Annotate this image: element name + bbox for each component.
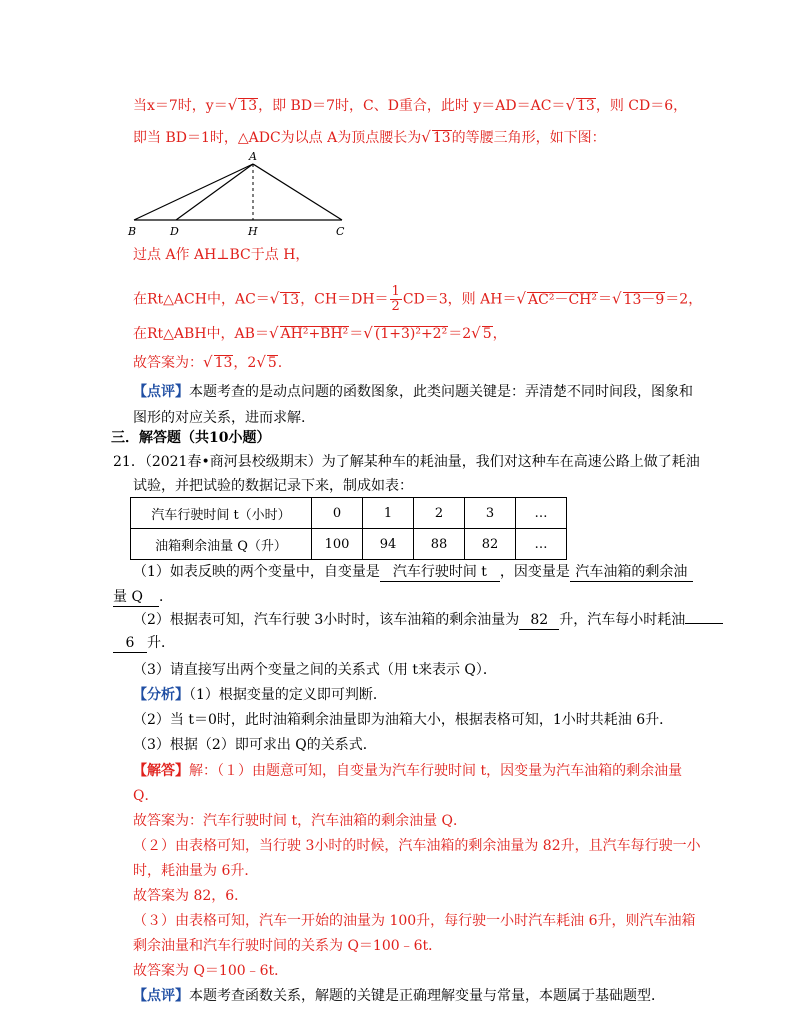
sqrt-13-9: 13－9 [623,291,665,308]
solution-line6: 故答案为 82，6． [133,888,249,904]
text: ，则 CD＝6， [595,98,688,114]
sqrt-5: 5 [482,326,492,342]
comment-line-2: 【点评】本题考查函数关系，解题的关键是正确理解变量与常量，本题属于基础题型． [133,988,665,1004]
table-cell: … [516,529,567,560]
comment-line [133,382,693,402]
table-cell: 88 [414,529,465,560]
answer-blank-consumption: 6 [113,634,147,653]
answer-blank-independent: 汽车行驶时间 t [380,563,500,582]
sqrt-expression: (1+3)²+2² [374,326,448,342]
part-3: （3）请直接写出两个变量之间的关系式（用 t来表示 Q）． [133,662,497,678]
sqrt-5: 5 [267,355,277,371]
table-cell: 0 [312,498,363,529]
answer-line: 故答案为：√ 13，2√ 5. [133,353,283,371]
text: ＝2， [665,291,703,308]
table-cell: 1 [363,498,414,529]
solution-line-rt-abh: 在Rt△ABH中，AB＝√ AH²+BH²＝√ (1+3)²+2²＝2√ 5， [133,324,507,342]
segment-ab [134,164,253,220]
solution-tag: 【解答】 [133,763,189,779]
label-b: B [128,225,137,238]
text: . [277,355,283,371]
sqrt-ac2-ch2: AC²－CH² [528,291,597,308]
table-cell: 100 [312,529,363,560]
table-cell: 94 [363,529,414,560]
text: 在Rt△ACH中，AC＝ [133,291,270,308]
comment-tag: 【点评】 [133,384,189,400]
segment-ad [176,164,253,220]
part-2: （2）根据表可知，汽车行驶 3小时时，该车油箱的剩余油量为 82 升，汽车每小时耗油 [133,610,723,630]
solution-line7: （３）由表格可知，汽车一开始的油量为 100升，每行驶一小时汽车耗油 6升，则汽车油箱 [133,913,696,929]
sqrt-13: 13 [577,98,595,114]
data-table [130,497,567,560]
sqrt-13: 13 [432,130,451,146]
solution-line5: 时，耗油量为 6升． [133,863,259,879]
label-h: H [248,225,258,238]
question-21-line1: 21．（2021春•商河县校级期末）为了解某种车的耗油量，我们对这种车在高速公路上做了耗油 [113,454,700,470]
text: 故答案为： [133,355,203,371]
section-title: 三．解答题（共10小题） [111,430,271,446]
part-2-cont: 6 升． [113,633,175,653]
table-cell: 2 [414,498,465,529]
analysis-tag: 【分析】 [133,687,189,703]
text: ， [492,326,507,342]
question-21-line2: 试验，并把试验的数据记录下来，制成如表： [133,478,413,494]
answer-blank-dependent: 汽车油箱的剩余油 [570,563,693,582]
sqrt-ah2-bh2: AH²+BH² [280,326,349,342]
solution-line1: 【解答】解：（１）由题意可知，自变量为汽车行驶时间 t，因变量为汽车油箱的剩余油量 [133,763,683,779]
label-d: D [170,225,179,238]
segment-ac [253,164,342,220]
answer-blank-remaining: 82 [519,611,559,630]
solution-line3: 故答案为：汽车行驶时间 t，汽车油箱的剩余油量 Q． [133,813,468,829]
analysis-line1: 【分析】（1）根据变量的定义即可判断． [133,687,387,703]
text: ，CH＝DH＝ [300,291,389,308]
text: 在Rt△ABH中，AB＝ [133,326,269,342]
solution-line4: （２）由表格可知，当行驶 3小时的时候，汽车油箱的剩余油量为 82升，且汽车每行驶一小 [133,838,701,854]
comment-tag: 【点评】 [133,988,189,1004]
text: ，即 BD＝7时，C、D重合，此时 y＝AD＝AC＝ [258,98,566,114]
solution-line-x7: 当x＝7时，y＝√ 13，即 BD＝7时，C、D重合，此时 y＝AD＝AC＝√ 13，则 CD＝6， [133,96,688,114]
part-1: （1）如表反映的两个变量中，自变量是 汽车行驶时间 t ，因变量是 汽车油箱的剩余油 [133,562,693,582]
header-cell: 油箱剩余油量 Q（升） [131,529,312,560]
analysis-line3: （3）根据（2）即可求出 Q的关系式． [133,737,377,753]
sqrt-13: 13 [239,98,258,114]
sqrt-13: 13 [214,355,233,371]
comment-line-cont: 图形的对应关系，进而求解. [133,410,306,426]
table-cell: 3 [465,498,516,529]
label-a: A [249,150,257,163]
text: 当x＝7时，y＝ [133,98,228,114]
header-cell: 汽车行驶时间 t（小时） [131,498,312,529]
fraction-half: $\frac{1}{2}$ [391,284,400,314]
text: ＝2 [448,326,472,342]
part-1-cont: 量 Q ． [113,589,173,605]
text: ，2 [233,355,257,371]
text: 的等腰三角形，如下图： [451,130,606,146]
text: ＝ [349,326,364,342]
answer-blank-dependent-cont: 量 Q [113,588,159,607]
comment-text: 本题考查的是动点问题的函数图象，此类问题关键是：弄清楚不同时间段，图象和 [189,384,693,400]
table-row [131,529,567,560]
table-cell: … [516,498,567,529]
solution-line-bd1: 即当 BD＝1时，△ADC为以点 A为顶点腰长为√ 13的等腰三角形，如下图： [133,128,606,146]
analysis-line2: （2）当 t＝0时，此时油箱剩余油量即为油箱大小，根据表格可知，1小时共耗油 6升． [133,712,674,728]
text: 即当 BD＝1时，△ADC为以点 A为顶点腰长为 [133,130,422,146]
table-row [131,498,567,529]
label-c: C [336,225,345,238]
text: CD＝3，则 AH＝ [402,291,517,308]
sqrt-13: 13 [281,291,300,308]
solution-line9: 故答案为 Q＝100﹣6t． [133,963,289,979]
triangle-figure [120,148,360,240]
text: ＝ [597,291,612,308]
solution-line2: Q． [133,788,159,804]
table-cell: 82 [465,529,516,560]
solution-line8: 剩余油量和汽车行驶时间的关系为 Q＝100﹣6t． [133,938,443,954]
solution-line-ah: 过点 A作 AH⊥BC于点 H， [133,247,310,263]
solution-line-rt-ach: 在Rt△ACH中，AC＝√ 13，CH＝DH＝ $\frac{1}{2}$ CD＝3，则 AH＝√ AC²－CH²＝√ 13－9＝2， [133,284,703,314]
